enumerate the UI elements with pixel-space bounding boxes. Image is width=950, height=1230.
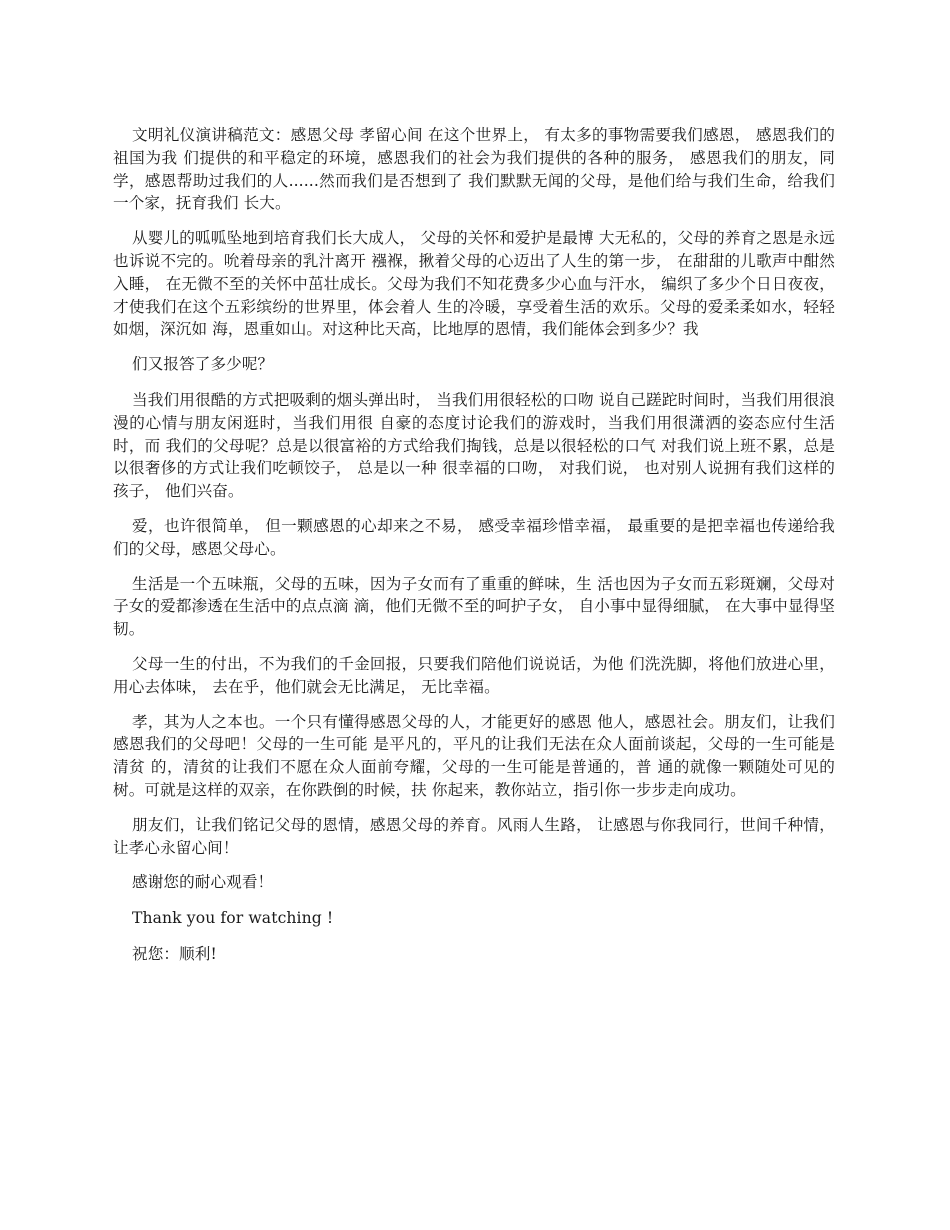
paragraph-filial-piety: 孝，其为人之本也。一个只有懂得感恩父母的人，才能更好的感恩 他人，感恩社会。朋友们，让我们感恩我们的父母吧！父母的一生可能 是平凡的，平凡的让我们无法在众人面前谈起，父母的一生可能是清贫 的，清贫的让我们不愿在众人面前夸耀，父母的一生可能是普通的，普 通的就像一颗随处可见的树。可就是这样的双亲，在你跌倒的时候，扶 你起来，教你站立，指引你一步步走向成功。 [113, 712, 835, 799]
paragraph-intro: 文明礼仪演讲稿范文：感恩父母 孝留心间 在这个世界上， 有太多的事物需要我们感恩， 感恩我们的祖国为我 们提供的和平稳定的环境，感恩我们的社会为我们提供的各种的服务， 感恩我们的朋友，同学，感恩帮助过我们的人......然而我们是否想到了 我们默默无闻的父母，是他们给与我们生命，给我们一个家，抚育我们 长大。 [113, 126, 835, 213]
paragraph-devotion: 父母一生的付出，不为我们的千金回报，只要我们陪他们说说话，为他 们洗洗脚，将他们放进心里， 用心去体味， 去在乎，他们就会无比满足， 无比幸福。 [113, 654, 835, 696]
paragraph-conclusion: 朋友们，让我们铭记父母的恩情，感恩父母的养育。风雨人生路， 让感恩与你我同行，世间千种情，让孝心永留心间！ [113, 815, 835, 857]
paragraph-repay-question: 们又报答了多少呢？ [132, 355, 274, 374]
paragraph-thanks-english: Thank you for watching ! [132, 909, 334, 928]
paragraph-parents-care: 从婴儿的呱呱坠地到培育我们长大成人， 父母的关怀和爱护是最博 大无私的，父母的养育之恩是永远也诉说不完的。吮着母亲的乳汁离开 襁褓，揪着父母的心迈出了人生的第一步， 在甜甜的儿歌声中酣然入睡， 在无微不至的关怀中茁壮成长。父母为我们不知花费多少心血与汗水， 编织了多少个日日夜夜，才使我们在这个五彩缤纷的世界里，体会着人 生的冷暖，享受着生活的欢乐。父母的爱柔柔如水，轻轻如烟，深沉如 海，恩重如山。对这种比天高，比地厚的恩情，我们能体会到多少？我 [113, 229, 835, 339]
paragraph-wishes: 祝您：顺利! [132, 944, 217, 963]
document-body [113, 124, 835, 979]
paragraph-love: 爱，也许很简单， 但一颗感恩的心却来之不易， 感受幸福珍惜幸福， 最重要的是把幸福也传递给我们的父母，感恩父母心。 [113, 516, 835, 558]
paragraph-life: 生活是一个五味瓶，父母的五味，因为子女而有了重重的鲜味，生 活也因为子女而五彩斑斓，父母对子女的爱都渗透在生活中的点点滴 滴，他们无微不至的呵护子女， 自小事中显得细腻， 在大事中显得坚韧。 [113, 574, 835, 639]
paragraph-contrast: 当我们用很酷的方式把吸剩的烟头弹出时， 当我们用很轻松的口吻 说自己蹉跎时间时，当我们用很浪漫的心情与朋友闲逛时，当我们用很 自豪的态度讨论我们的游戏时，当我们用很潇洒的姿态应付生活时，而 我们的父母呢？总是以很富裕的方式给我们掏钱，总是以很轻松的口气 对我们说上班不累，总是以很奢侈的方式让我们吃顿饺子， 总是以一种 很幸福的口吻， 对我们说， 也对别人说拥有我们这样的孩子， 他们兴奋。 [113, 390, 835, 501]
paragraph-thanks: 感谢您的耐心观看！ [132, 873, 274, 892]
